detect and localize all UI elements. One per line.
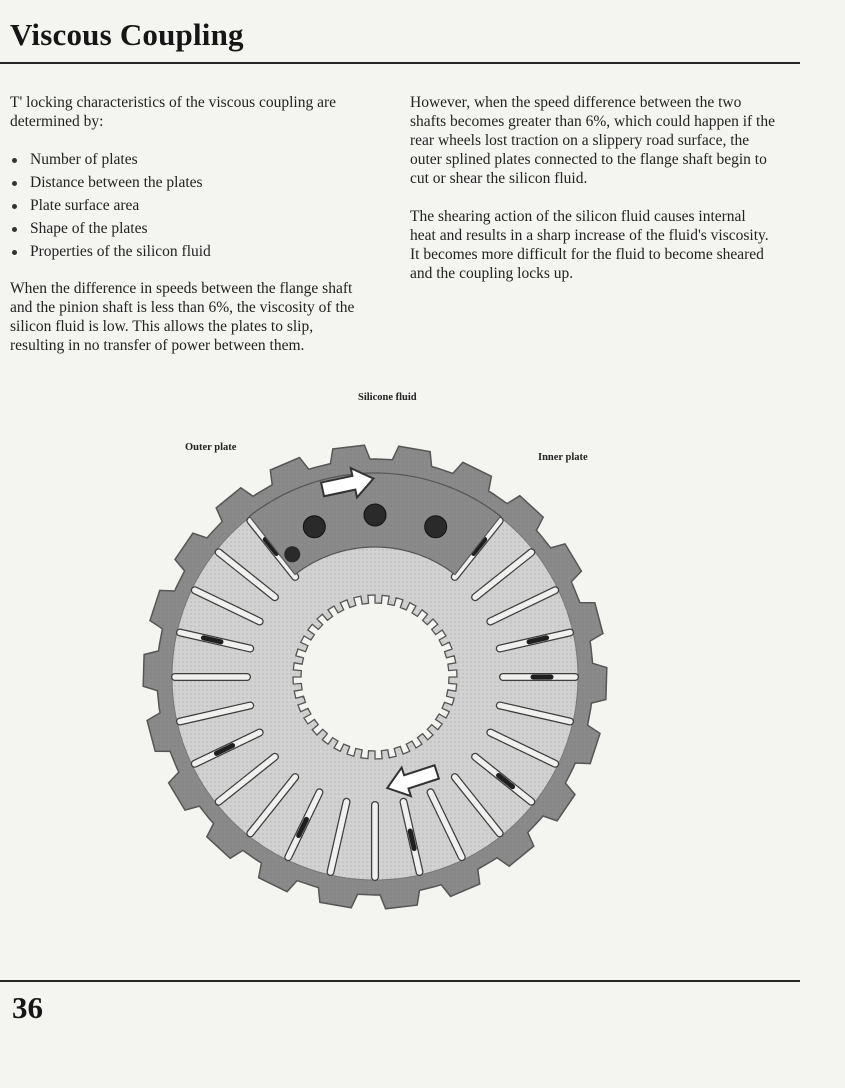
page-number: 36	[12, 990, 43, 1025]
hub-splines	[293, 595, 457, 759]
speed-difference-paragraph: When the difference in speeds between the flange shaft and the pinion shaft is less than 6%, the viscosity of the silicon fluid is low. This allows the plates to slip, resulting in no transfer of power between them.	[10, 280, 355, 354]
sector-hole	[364, 504, 386, 526]
silicone-fluid-label: Silicone fluid	[358, 392, 417, 403]
sector-hole	[284, 546, 300, 562]
sector-hole	[425, 516, 447, 538]
left-column	[10, 93, 370, 355]
factor-item: Number of plates	[10, 150, 370, 169]
splined-hub	[293, 595, 457, 759]
factor-item: Distance between the plates	[10, 173, 370, 192]
factor-item: Shape of the plates	[10, 219, 370, 238]
footer-rule	[0, 980, 800, 982]
inner-plate-label: Inner plate	[538, 452, 588, 463]
page-title: Viscous Coupling	[10, 17, 244, 52]
factor-item: Plate surface area	[10, 196, 370, 215]
intro-paragraph: T' locking characteristics of the viscous coupling are determined by:	[10, 94, 337, 130]
lockup-paragraph: The shearing action of the silicon fluid causes internal heat and results in a sharp increase of the fluid's viscosity. It becomes more difficult for the fluid to become sheared and the coupling locks up.	[410, 208, 769, 282]
factor-list	[10, 150, 370, 261]
right-column	[410, 93, 775, 283]
sector-hole	[303, 516, 325, 538]
header-rule	[0, 62, 800, 64]
outer-plate-label: Outer plate	[185, 442, 237, 453]
viscous-coupling-diagram	[130, 385, 610, 915]
shear-paragraph: However, when the speed difference between the two shafts becomes greater than 6%, which could happen if the rear wheels lost traction on a slippery road surface, the outer splined plates connected to the flange shaft begin to cut or shear the silicon fluid.	[410, 94, 775, 187]
factor-item: Properties of the silicon fluid	[10, 242, 370, 261]
